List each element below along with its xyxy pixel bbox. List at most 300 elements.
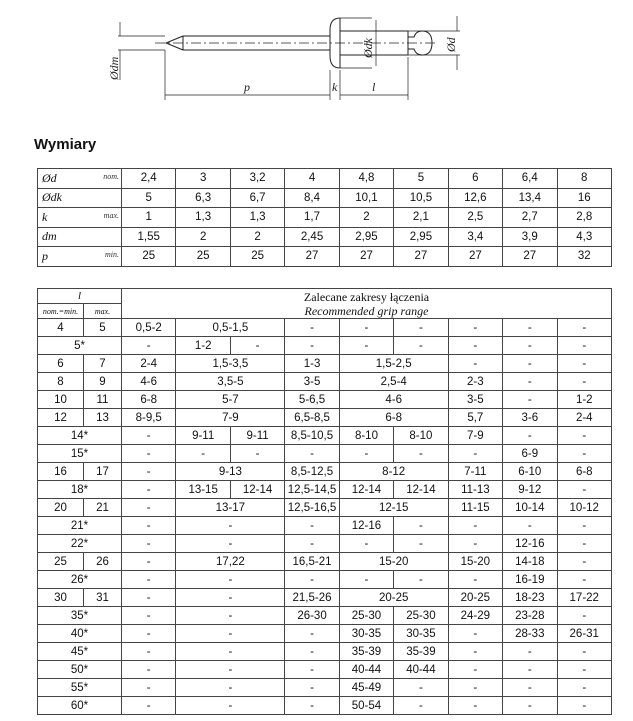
- grip-range-cell: -: [122, 499, 176, 517]
- grip-range-cell: 8-10: [394, 427, 448, 445]
- dimension-value: 1: [122, 208, 176, 228]
- grip-range-cell: 21,5-26: [285, 589, 339, 607]
- dimension-row: [38, 169, 612, 189]
- grip-range-cell: -: [503, 391, 557, 409]
- grip-range-cell: -: [448, 355, 502, 373]
- nom-min-header: nom.=min.: [38, 304, 84, 319]
- grip-range-cell: -: [339, 535, 393, 553]
- length-nom-cell: 25: [38, 553, 84, 571]
- grip-range-cell: -: [230, 337, 284, 355]
- grip-range-cell: -: [122, 445, 176, 463]
- dimension-value: 6,4: [503, 169, 557, 189]
- grip-range-cell: 4-6: [339, 391, 448, 409]
- grip-range-cell: 15-20: [448, 553, 502, 571]
- max-header: max.: [84, 304, 122, 319]
- dimensions-table: [37, 168, 612, 267]
- grip-range-cell: 12-14: [230, 481, 284, 499]
- grip-range-cell: -: [339, 319, 393, 337]
- grip-range-cell: 12-15: [339, 499, 448, 517]
- grip-range-cell: -: [285, 679, 339, 697]
- grip-range-cell: -: [557, 643, 612, 661]
- length-cell: 14*: [38, 427, 122, 445]
- dimension-value: 4: [285, 169, 339, 189]
- grip-range-cell: -: [285, 661, 339, 679]
- dimension-value: 25: [230, 247, 284, 267]
- grip-range-cell: 1-3: [285, 355, 339, 373]
- grip-range-cell: -: [285, 319, 339, 337]
- dimension-value: 1,3: [230, 208, 284, 228]
- length-cell: 22*: [38, 535, 122, 553]
- length-cell: 50*: [38, 661, 122, 679]
- k-label: k: [332, 80, 338, 94]
- grip-range-cell: 7-9: [176, 409, 285, 427]
- grip-range-cell: -: [557, 679, 612, 697]
- length-nom-cell: 8: [38, 373, 84, 391]
- grip-range-cell: -: [503, 427, 557, 445]
- rivet-drawing: [0, 0, 633, 120]
- length-nom-cell: 30: [38, 589, 84, 607]
- grip-range-cell: 2-4: [122, 355, 176, 373]
- grip-range-cell: 35-39: [394, 643, 448, 661]
- grip-range-cell: 9-13: [176, 463, 285, 481]
- grip-range-cell: 20-25: [339, 589, 448, 607]
- dimension-label-cell: [38, 247, 122, 267]
- d-label: Ød: [444, 37, 458, 52]
- grip-range-cell: 40-44: [394, 661, 448, 679]
- dimension-value: 2,95: [339, 227, 393, 247]
- length-max-cell: 26: [84, 553, 122, 571]
- grip-row: [38, 661, 612, 679]
- dimension-label-cell: [38, 208, 122, 228]
- dk-label: Ødk: [361, 38, 375, 58]
- grip-range-cell: -: [557, 319, 612, 337]
- grip-range-cell: -: [503, 337, 557, 355]
- grip-range-cell: -: [448, 571, 502, 589]
- length-cell: 5*: [38, 337, 122, 355]
- grip-range-header: [122, 289, 612, 319]
- dimension-value: 25: [176, 247, 230, 267]
- length-cell: 15*: [38, 445, 122, 463]
- dm-label: Ødm: [107, 56, 121, 80]
- dimension-value: 2,45: [285, 227, 339, 247]
- grip-range-cell: -: [394, 337, 448, 355]
- grip-range-cell: -: [557, 697, 612, 715]
- section-title: Wymiary: [34, 136, 97, 153]
- grip-range-cell: -: [448, 661, 502, 679]
- grip-range-cell: 25-30: [339, 607, 393, 625]
- dimension-value: 2,95: [394, 227, 448, 247]
- grip-range-cell: -: [122, 661, 176, 679]
- dimension-label-cell: [38, 188, 122, 208]
- grip-range-cell: 30-35: [339, 625, 393, 643]
- grip-range-cell: 23-28: [503, 607, 557, 625]
- grip-range-cell: -: [557, 445, 612, 463]
- grip-range-cell: 3,5-5: [176, 373, 285, 391]
- grip-row: [38, 625, 612, 643]
- grip-range-cell: -: [176, 445, 230, 463]
- grip-range-cell: -: [394, 535, 448, 553]
- dimension-row: [38, 208, 612, 228]
- dimension-value: 2: [230, 227, 284, 247]
- dimension-qualifier: min.: [105, 250, 119, 259]
- grip-title-en: Recommended grip range: [304, 303, 429, 318]
- grip-range-cell: 4-6: [122, 373, 176, 391]
- grip-range-cell: -: [285, 445, 339, 463]
- dimension-value: 3,9: [503, 227, 557, 247]
- grip-row: [38, 643, 612, 661]
- grip-range-cell: 5-7: [176, 391, 285, 409]
- grip-range-cell: -: [122, 481, 176, 499]
- dimension-label-cell: [38, 227, 122, 247]
- grip-row: [38, 355, 612, 373]
- grip-range-cell: 6-8: [122, 391, 176, 409]
- dimension-value: 25: [122, 247, 176, 267]
- dimension-value: 1,55: [122, 227, 176, 247]
- dimension-value: 32: [557, 247, 612, 267]
- grip-range-cell: -: [557, 481, 612, 499]
- grip-range-cell: 26-30: [285, 607, 339, 625]
- grip-range-cell: -: [339, 445, 393, 463]
- dimension-value: 1,7: [285, 208, 339, 228]
- grip-row: [38, 319, 612, 337]
- grip-range-cell: 12-16: [339, 517, 393, 535]
- grip-range-cell: -: [230, 445, 284, 463]
- grip-range-cell: 20-25: [448, 589, 502, 607]
- grip-range-cell: 25-30: [394, 607, 448, 625]
- grip-row: [38, 517, 612, 535]
- grip-range-cell: 15-20: [339, 553, 448, 571]
- grip-range-cell: 1-2: [557, 391, 612, 409]
- length-max-cell: 21: [84, 499, 122, 517]
- grip-row: [38, 373, 612, 391]
- grip-range-cell: 12,5-16,5: [285, 499, 339, 517]
- grip-range-cell: 12,5-14,5: [285, 481, 339, 499]
- length-cell: 45*: [38, 643, 122, 661]
- grip-range-cell: -: [503, 355, 557, 373]
- dimension-label: Ødk: [42, 190, 62, 205]
- grip-range-cell: -: [557, 373, 612, 391]
- grip-range-cell: 24-29: [448, 607, 502, 625]
- length-nom-cell: 12: [38, 409, 84, 427]
- grip-range-cell: -: [122, 625, 176, 643]
- grip-range-cell: -: [176, 607, 285, 625]
- grip-range-cell: -: [122, 607, 176, 625]
- grip-range-cell: 8-10: [339, 427, 393, 445]
- grip-range-cell: 11-13: [448, 481, 502, 499]
- grip-range-cell: 11-15: [448, 499, 502, 517]
- grip-row: [38, 445, 612, 463]
- grip-range-cell: -: [176, 697, 285, 715]
- dimension-value: 8,4: [285, 188, 339, 208]
- dimension-row: [38, 247, 612, 267]
- grip-range-cell: 10-14: [503, 499, 557, 517]
- grip-range-cell: -: [503, 373, 557, 391]
- grip-range-cell: -: [176, 679, 285, 697]
- length-nom-cell: 6: [38, 355, 84, 373]
- grip-range-cell: -: [448, 643, 502, 661]
- grip-range-cell: 10-12: [557, 499, 612, 517]
- grip-row: [38, 337, 612, 355]
- grip-range-cell: -: [503, 643, 557, 661]
- grip-range-cell: -: [176, 571, 285, 589]
- grip-range-cell: 35-39: [339, 643, 393, 661]
- length-nom-cell: 20: [38, 499, 84, 517]
- dimension-label: dm: [42, 229, 57, 244]
- dimension-value: 2: [176, 227, 230, 247]
- dimension-value: 27: [394, 247, 448, 267]
- grip-range-cell: 17,22: [176, 553, 285, 571]
- grip-row: [38, 499, 612, 517]
- grip-range-cell: 18-23: [503, 589, 557, 607]
- grip-range-cell: -: [122, 553, 176, 571]
- length-nom-cell: 4: [38, 319, 84, 337]
- grip-row: [38, 427, 612, 445]
- dimension-value: 10,5: [394, 188, 448, 208]
- grip-range-cell: 3-6: [503, 409, 557, 427]
- dimension-value: 1,3: [176, 208, 230, 228]
- grip-row: [38, 391, 612, 409]
- length-cell: 18*: [38, 481, 122, 499]
- grip-row: [38, 463, 612, 481]
- grip-range-cell: 6-8: [339, 409, 448, 427]
- dimension-value: 10,1: [339, 188, 393, 208]
- grip-row: [38, 571, 612, 589]
- grip-header-row: [38, 289, 612, 304]
- grip-range-cell: 1,5-3,5: [176, 355, 285, 373]
- l-label: l: [372, 80, 376, 94]
- grip-range-cell: -: [557, 571, 612, 589]
- dimension-label: Ød: [42, 170, 57, 185]
- grip-range-cell: -: [122, 589, 176, 607]
- grip-range-cell: -: [176, 661, 285, 679]
- grip-range-cell: -: [122, 679, 176, 697]
- grip-range-cell: 5,7: [448, 409, 502, 427]
- grip-range-cell: 7-11: [448, 463, 502, 481]
- length-cell: 60*: [38, 697, 122, 715]
- dimension-label-cell: [38, 169, 122, 189]
- grip-range-cell: 50-54: [339, 697, 393, 715]
- grip-row: [38, 481, 612, 499]
- grip-range-cell: -: [448, 535, 502, 553]
- grip-range-cell: -: [503, 679, 557, 697]
- length-nom-cell: 10: [38, 391, 84, 409]
- grip-range-cell: 8,5-10,5: [285, 427, 339, 445]
- grip-range-cell: -: [122, 427, 176, 445]
- dimension-value: 3,2: [230, 169, 284, 189]
- dimension-value: 6,7: [230, 188, 284, 208]
- grip-range-cell: -: [285, 697, 339, 715]
- grip-range-cell: 7-9: [448, 427, 502, 445]
- dimension-value: 2: [339, 208, 393, 228]
- grip-range-cell: 12-14: [339, 481, 393, 499]
- grip-range-cell: 14-18: [503, 553, 557, 571]
- grip-row: [38, 535, 612, 553]
- grip-range-cell: -: [122, 643, 176, 661]
- grip-range-cell: 1-2: [176, 337, 230, 355]
- dimension-value: 2,7: [503, 208, 557, 228]
- grip-range-cell: -: [285, 571, 339, 589]
- grip-range-cell: 3-5: [285, 373, 339, 391]
- dimension-value: 8: [557, 169, 612, 189]
- grip-range-cell: 6-9: [503, 445, 557, 463]
- grip-range-cell: 8,5-12,5: [285, 463, 339, 481]
- grip-range-cell: -: [176, 643, 285, 661]
- p-label: p: [244, 80, 250, 94]
- grip-range-cell: 2,5-4: [339, 373, 448, 391]
- grip-range-cell: 8-12: [339, 463, 448, 481]
- l-header: l: [38, 289, 122, 304]
- dimension-value: 6: [448, 169, 502, 189]
- grip-range-cell: -: [122, 697, 176, 715]
- grip-range-cell: 40-44: [339, 661, 393, 679]
- grip-range-cell: 17-22: [557, 589, 612, 607]
- grip-range-cell: -: [557, 661, 612, 679]
- grip-range-cell: -: [122, 337, 176, 355]
- length-max-cell: 11: [84, 391, 122, 409]
- grip-range-cell: -: [557, 517, 612, 535]
- grip-range-cell: 0,5-2: [122, 319, 176, 337]
- dimension-value: 12,6: [448, 188, 502, 208]
- grip-range-cell: 12-14: [394, 481, 448, 499]
- grip-range-cell: 16,5-21: [285, 553, 339, 571]
- grip-range-cell: 2-4: [557, 409, 612, 427]
- grip-range-cell: 9-12: [503, 481, 557, 499]
- grip-range-cell: 26-31: [557, 625, 612, 643]
- dimension-value: 27: [285, 247, 339, 267]
- grip-range-cell: -: [394, 319, 448, 337]
- grip-range-cell: 0,5-1,5: [176, 319, 285, 337]
- grip-range-cell: 13-15: [176, 481, 230, 499]
- grip-range-cell: -: [122, 517, 176, 535]
- grip-title-pl: Zalecane zakresy łączenia: [303, 289, 430, 304]
- grip-range-cell: -: [285, 517, 339, 535]
- grip-range-cell: 3-5: [448, 391, 502, 409]
- grip-range-cell: -: [448, 517, 502, 535]
- length-max-cell: 13: [84, 409, 122, 427]
- grip-row: [38, 697, 612, 715]
- length-cell: 55*: [38, 679, 122, 697]
- grip-range-cell: -: [448, 445, 502, 463]
- dimension-value: 5: [122, 188, 176, 208]
- grip-range-cell: -: [122, 535, 176, 553]
- dimension-value: 6,3: [176, 188, 230, 208]
- grip-range-cell: -: [176, 517, 285, 535]
- grip-range-cell: -: [339, 571, 393, 589]
- grip-range-cell: -: [448, 625, 502, 643]
- grip-range-cell: -: [448, 697, 502, 715]
- grip-range-cell: 28-33: [503, 625, 557, 643]
- dimension-label: k: [42, 209, 48, 224]
- grip-range-cell: 16-19: [503, 571, 557, 589]
- grip-range-cell: -: [557, 337, 612, 355]
- grip-range-cell: -: [122, 571, 176, 589]
- grip-range-cell: 6-8: [557, 463, 612, 481]
- grip-range-cell: -: [176, 589, 285, 607]
- dimension-value: 27: [339, 247, 393, 267]
- grip-row: [38, 409, 612, 427]
- grip-range-cell: -: [394, 571, 448, 589]
- grip-range-cell: -: [503, 661, 557, 679]
- dimension-value: 5: [394, 169, 448, 189]
- grip-range-cell: -: [394, 679, 448, 697]
- dimension-label: p: [42, 248, 48, 263]
- grip-range-cell: 1,5-2,5: [339, 355, 448, 373]
- dimension-row: [38, 227, 612, 247]
- grip-range-cell: 13-17: [176, 499, 285, 517]
- length-max-cell: 31: [84, 589, 122, 607]
- grip-range-cell: -: [503, 697, 557, 715]
- grip-range-cell: -: [503, 319, 557, 337]
- grip-range-cell: -: [285, 535, 339, 553]
- grip-range-cell: -: [285, 643, 339, 661]
- grip-range-cell: -: [557, 607, 612, 625]
- grip-range-cell: -: [448, 319, 502, 337]
- dimension-qualifier: nom.: [103, 172, 119, 181]
- length-max-cell: 17: [84, 463, 122, 481]
- grip-row: [38, 679, 612, 697]
- grip-range-cell: 9-11: [230, 427, 284, 445]
- grip-range-cell: 45-49: [339, 679, 393, 697]
- grip-range-cell: 6,5-8,5: [285, 409, 339, 427]
- dimension-value: 27: [448, 247, 502, 267]
- grip-range-cell: -: [394, 445, 448, 463]
- grip-range-cell: -: [176, 625, 285, 643]
- grip-range-table: [37, 288, 612, 715]
- dimension-value: 2,1: [394, 208, 448, 228]
- length-max-cell: 7: [84, 355, 122, 373]
- grip-range-cell: 5-6,5: [285, 391, 339, 409]
- grip-range-cell: -: [339, 337, 393, 355]
- dimension-value: 16: [557, 188, 612, 208]
- dimension-value: 2,5: [448, 208, 502, 228]
- grip-row: [38, 589, 612, 607]
- length-cell: 35*: [38, 607, 122, 625]
- grip-range-cell: -: [394, 517, 448, 535]
- grip-row: [38, 553, 612, 571]
- grip-range-cell: 12-16: [503, 535, 557, 553]
- grip-range-cell: -: [176, 535, 285, 553]
- dimension-value: 3,4: [448, 227, 502, 247]
- dimension-value: 13,4: [503, 188, 557, 208]
- grip-range-cell: -: [557, 427, 612, 445]
- length-max-cell: 5: [84, 319, 122, 337]
- length-cell: 40*: [38, 625, 122, 643]
- length-max-cell: 9: [84, 373, 122, 391]
- dimension-value: 2,8: [557, 208, 612, 228]
- grip-range-cell: -: [557, 553, 612, 571]
- grip-range-cell: -: [285, 625, 339, 643]
- grip-range-cell: -: [448, 337, 502, 355]
- grip-range-cell: 2-3: [448, 373, 502, 391]
- dimension-value: 4,8: [339, 169, 393, 189]
- grip-row: [38, 607, 612, 625]
- dimension-qualifier: max.: [103, 211, 119, 220]
- dimension-row: [38, 188, 612, 208]
- grip-range-cell: -: [557, 535, 612, 553]
- grip-range-cell: -: [557, 355, 612, 373]
- grip-range-cell: -: [285, 337, 339, 355]
- grip-range-cell: 8-9,5: [122, 409, 176, 427]
- grip-range-cell: 6-10: [503, 463, 557, 481]
- grip-range-cell: -: [448, 679, 502, 697]
- dimension-value: 2,4: [122, 169, 176, 189]
- grip-range-cell: -: [394, 697, 448, 715]
- grip-range-cell: -: [122, 463, 176, 481]
- grip-range-cell: 30-35: [394, 625, 448, 643]
- length-cell: 26*: [38, 571, 122, 589]
- grip-range-cell: -: [503, 517, 557, 535]
- length-cell: 21*: [38, 517, 122, 535]
